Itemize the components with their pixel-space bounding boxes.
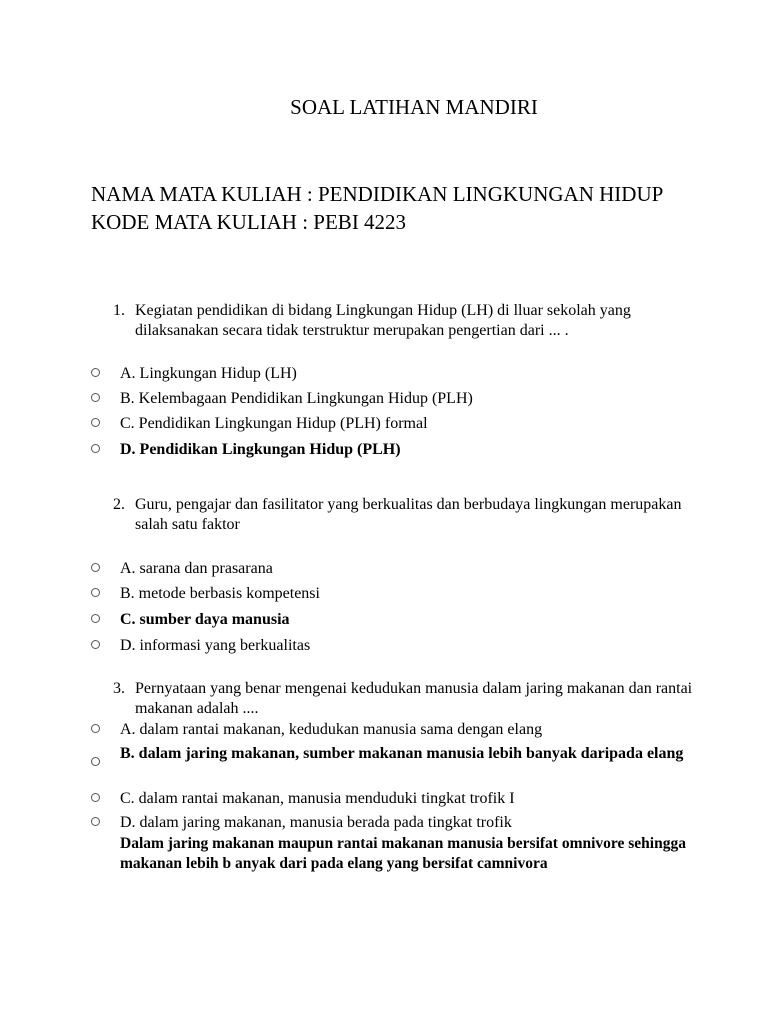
option-1a[interactable]	[91, 364, 711, 384]
option-2d[interactable]	[91, 636, 711, 656]
radio-icon[interactable]	[91, 368, 100, 377]
option-3c[interactable]	[91, 789, 711, 809]
question-text: Kegiatan pendidikan di bidang Lingkungan Hidup (LH) di lluar sekolah yang dilaksanakan secara tidak terstruktur merupakan pengertian dari ... .	[135, 302, 631, 339]
course-info	[91, 180, 663, 236]
option-2c[interactable]	[91, 610, 711, 630]
course-code: KODE MATA KULIAH : PEBI 4223	[91, 210, 407, 234]
option-2b[interactable]	[91, 584, 711, 604]
radio-icon[interactable]	[91, 757, 100, 766]
radio-icon[interactable]	[91, 640, 100, 649]
option-3b[interactable]	[91, 744, 711, 764]
question-3	[113, 679, 713, 719]
option-label: C. Pendidikan Lingkungan Hidup (PLH) formal	[120, 415, 428, 432]
option-label-correct: C. sumber daya manusia	[120, 611, 290, 628]
option-label: B. metode berbasis kompetensi	[120, 585, 320, 602]
radio-icon[interactable]	[91, 418, 100, 427]
option-3d[interactable]	[91, 813, 711, 833]
option-label-correct: D. Pendidikan Lingkungan Hidup (PLH)	[120, 441, 401, 458]
radio-icon[interactable]	[91, 793, 100, 802]
option-label: D. dalam jaring makanan, manusia berada pada tingkat trofik	[120, 814, 512, 831]
question-number: 3.	[113, 680, 125, 697]
option-2a[interactable]	[91, 559, 711, 579]
option-3a[interactable]	[91, 720, 711, 740]
option-label: A. dalam rantai makanan, kedudukan manusia sama dengan elang	[120, 721, 543, 738]
question-text: Pernyataan yang benar mengenai kedudukan manusia dalam jaring makanan dan rantai makanan adalah ....	[135, 680, 693, 717]
question-2	[113, 495, 713, 535]
question-text: Guru, pengajar dan fasilitator yang berkualitas dan berbudaya lingkungan merupakan salah satu faktor	[135, 496, 682, 533]
question-1	[113, 301, 713, 341]
answer-explanation: Dalam jaring makanan maupun rantai makanan manusia bersifat omnivore sehingga makanan lebih b anyak dari pada elang yang bersifat camnivora	[120, 835, 686, 872]
question-number: 2.	[113, 496, 125, 513]
option-1d[interactable]	[91, 440, 711, 460]
radio-icon[interactable]	[91, 614, 100, 623]
radio-icon[interactable]	[91, 563, 100, 572]
radio-icon[interactable]	[91, 444, 100, 453]
option-label: A. sarana dan prasarana	[120, 560, 273, 577]
course-name: NAMA MATA KULIAH : PENDIDIKAN LINGKUNGAN HIDUP	[91, 182, 664, 206]
option-label: A. Lingkungan Hidup (LH)	[120, 365, 297, 382]
option-label: C. dalam rantai makanan, manusia menduduki tingkat trofik I	[120, 790, 515, 807]
option-1c[interactable]	[91, 414, 711, 434]
option-label-correct: B. dalam jaring makanan, sumber makanan manusia lebih banyak daripada elang	[120, 745, 684, 762]
radio-icon[interactable]	[91, 393, 100, 402]
radio-icon[interactable]	[91, 724, 100, 733]
option-1b[interactable]	[91, 389, 711, 409]
option-label: B. Kelembagaan Pendidikan Lingkungan Hidup (PLH)	[120, 390, 473, 407]
radio-icon[interactable]	[91, 588, 100, 597]
option-label: D. informasi yang berkualitas	[120, 637, 311, 654]
question-number: 1.	[113, 302, 125, 319]
radio-icon[interactable]	[91, 817, 100, 826]
page-title: SOAL LATIHAN MANDIRI	[290, 95, 538, 119]
